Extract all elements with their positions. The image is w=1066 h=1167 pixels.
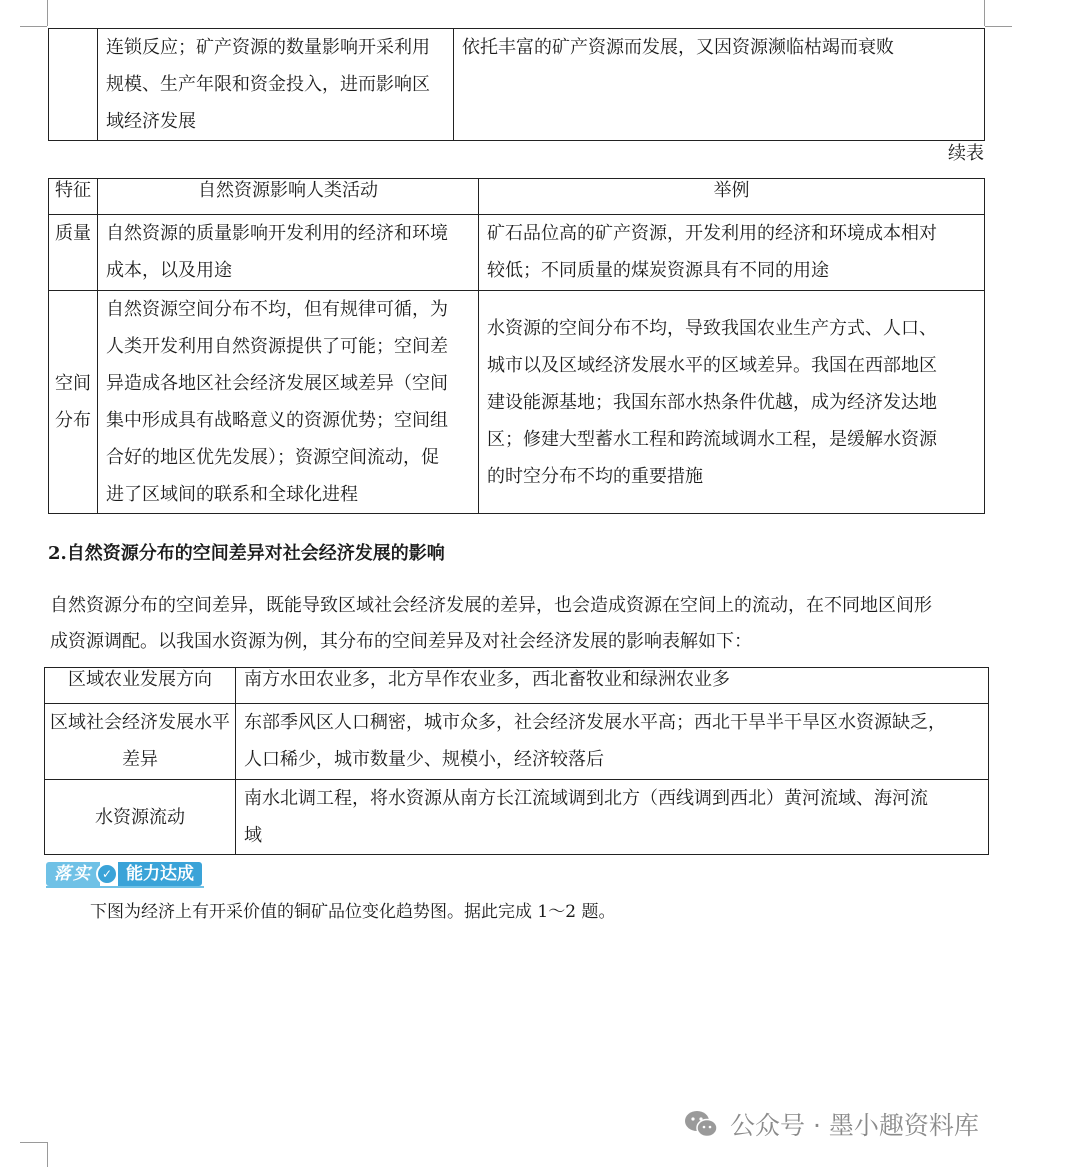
resource-table-part1 xyxy=(48,28,985,141)
example-quality xyxy=(479,215,985,291)
table-cell-example: 依托丰富的矿产资源而发展，又因资源濒临枯竭而衰败 xyxy=(454,29,985,141)
text-line: 成本，以及用途 xyxy=(106,260,232,281)
text-line: 分布 xyxy=(55,410,91,431)
table-row xyxy=(45,780,989,855)
row-content: 南方水田农业多，北方旱作农业多，西北畜牧业和绿洲农业多 xyxy=(236,668,989,704)
text-line: 人类开发利用自然资源提供了可能；空间差 xyxy=(106,336,448,357)
watermark-text: 公众号 · 墨小趣资料库 xyxy=(730,1111,979,1140)
text-line: 城市以及区域经济发展水平的区域差异。我国在西部地区 xyxy=(487,354,937,376)
text-line: 南水北调工程，将水资源从南方长江流域调到北方（西线调到西北）黄河流域、海河流 xyxy=(244,788,928,809)
text-line: 人口稀少，城市数量少、规模小，经济较落后 xyxy=(244,749,604,770)
header-example: 举例 xyxy=(479,179,985,215)
table-cell-influence xyxy=(98,29,454,141)
crop-mark-top-left-h xyxy=(20,26,47,27)
text-line: 的时空分布不均的重要措施 xyxy=(487,465,703,487)
crop-mark-bottom-left-h xyxy=(20,1142,47,1143)
table-header-row xyxy=(49,179,985,215)
watermark xyxy=(684,1106,979,1142)
section-heading: 2.自然资源分布的空间差异对社会经济发展的影响 xyxy=(48,543,445,564)
row-label: 区域农业发展方向 xyxy=(45,668,236,704)
text-line: 集中形成具有战略意义的资源优势；空间组 xyxy=(106,410,448,431)
influence-quality xyxy=(98,215,479,291)
table-row xyxy=(49,29,985,141)
table-cell-feature xyxy=(49,29,98,141)
feature-spatial xyxy=(49,291,98,514)
section-paragraph xyxy=(50,588,990,660)
text-line: 异造成各地区社会经济发展区域差异（空间 xyxy=(106,373,448,394)
continued-label: 续表 xyxy=(948,143,984,164)
text-line: 域 xyxy=(244,825,262,846)
badge-underline xyxy=(46,886,204,888)
badge-left-label: 落实 xyxy=(46,862,100,886)
crop-mark-top-right-h xyxy=(985,26,1012,27)
water-resource-table xyxy=(44,667,989,855)
text-line: 自然资源空间分布不均，但有规律可循，为 xyxy=(106,299,448,320)
resource-table-part2 xyxy=(48,178,985,514)
text-line: 域经济发展 xyxy=(106,111,196,132)
feature-quality: 质量 xyxy=(49,215,98,291)
badge-right-label: 能力达成 xyxy=(118,862,202,886)
text-line: 合好的地区优先发展）；资源空间流动，促 xyxy=(106,447,439,468)
text-line: 进了区域间的联系和全球化进程 xyxy=(106,484,358,505)
row-content xyxy=(236,704,989,780)
ability-badge xyxy=(46,861,202,887)
check-icon: ✓ xyxy=(96,863,118,885)
row-content xyxy=(236,780,989,855)
text-line: 区域社会经济发展水平 xyxy=(50,712,230,733)
wechat-icon xyxy=(684,1109,718,1139)
text-line: 东部季风区人口稠密，城市众多，社会经济发展水平高；西北干旱半干旱区水资源缺乏， xyxy=(244,712,946,733)
crop-mark-bottom-left-v xyxy=(47,1142,48,1167)
crop-mark-top-right-v xyxy=(984,0,985,26)
text-line: 自然资源分布的空间差异，既能导致区域社会经济发展的差异，也会造成资源在空间上的流动，在不同地区间形 xyxy=(50,595,932,616)
text-line: 自然资源的质量影响开发利用的经济和环境 xyxy=(106,223,448,244)
text-line: 空间 xyxy=(55,373,91,394)
text-line: 建设能源基地；我国东部水热条件优越，成为经济发达地 xyxy=(487,391,937,413)
text-line: 水资源的空间分布不均，导致我国农业生产方式、人口、 xyxy=(487,317,937,339)
row-label: 水资源流动 xyxy=(45,780,236,855)
crop-mark-top-left-v xyxy=(47,0,48,26)
table-row xyxy=(45,668,989,704)
text-line: 差异 xyxy=(122,749,158,770)
table-row xyxy=(45,704,989,780)
header-feature: 特征 xyxy=(49,179,98,215)
question-intro: 下图为经济上有开采价值的铜矿品位变化趋势图。据此完成 1～2 题。 xyxy=(90,902,616,922)
text-line: 连锁反应；矿产资源的数量影响开采利用 xyxy=(106,37,430,58)
text-line: 较低；不同质量的煤炭资源具有不同的用途 xyxy=(487,260,829,281)
row-label xyxy=(45,704,236,780)
text-line: 规模、生产年限和资金投入，进而影响区 xyxy=(106,74,430,95)
header-influence: 自然资源影响人类活动 xyxy=(98,179,479,215)
text-line: 区；修建大型蓄水工程和跨流域调水工程，是缓解水资源 xyxy=(487,428,937,450)
text-line: 矿石品位高的矿产资源，开发利用的经济和环境成本相对 xyxy=(487,223,937,244)
table-row xyxy=(49,291,985,514)
example-spatial xyxy=(479,291,985,514)
text-line: 成资源调配。以我国水资源为例，其分布的空间差异及对社会经济发展的影响表解如下： xyxy=(50,631,752,652)
influence-spatial xyxy=(98,291,479,514)
table-row xyxy=(49,215,985,291)
